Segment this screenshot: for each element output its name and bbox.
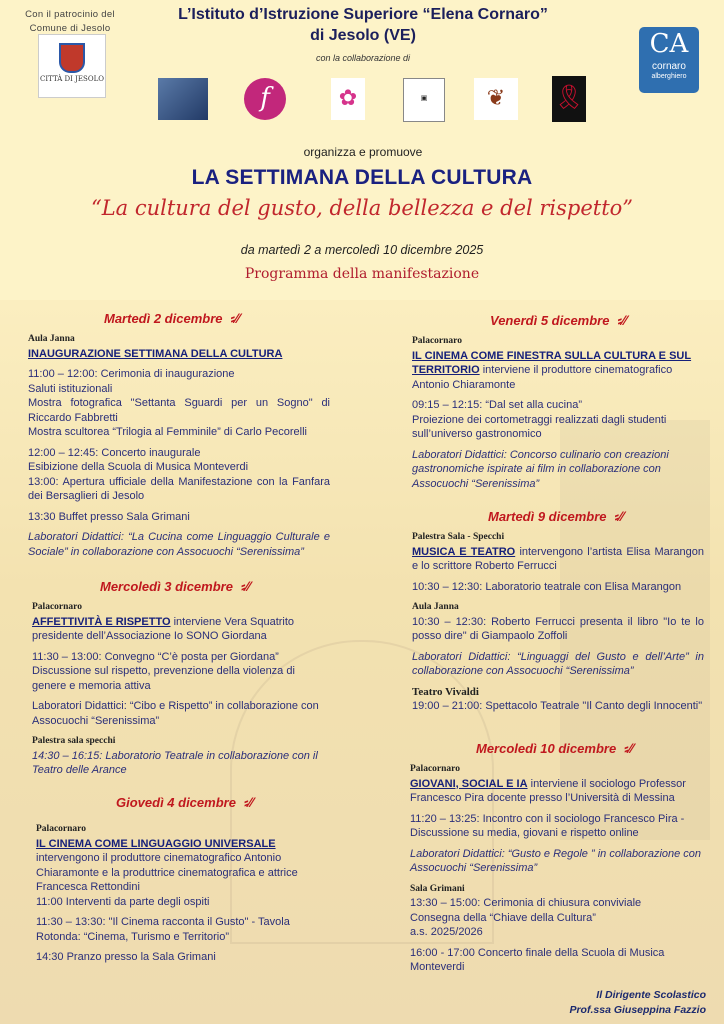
schedule-line: 10:30 – 12:30: Laboratorio teatrale con Elisa Marangon xyxy=(412,580,682,593)
location: Aula Janna xyxy=(412,602,459,612)
school-location: di Jesolo (VE) xyxy=(310,27,416,44)
signature-role: Il Dirigente Scolastico xyxy=(596,989,706,1001)
partner-logo-assocuochi-icon: ▣ xyxy=(403,78,445,122)
spark-icon: ⸗⁄⁄ xyxy=(243,794,254,810)
schedule-line: 16:00 - 17:00 Concerto finale della Scuola di Musica Monteverdi xyxy=(410,946,665,973)
location: Palacornaro xyxy=(36,824,86,834)
day-label: Mercoledì 3 dicembre xyxy=(100,579,233,594)
event-description: interviene Vera Squatrito presidente dell’Associazione Io SONO Giordana xyxy=(32,615,295,642)
location: Palacornaro xyxy=(412,336,462,346)
location: Sala Grimani xyxy=(410,883,465,894)
organizes-label: organizza e promuove xyxy=(303,145,423,159)
spark-icon: ⸗⁄⁄ xyxy=(617,312,627,328)
cornaro-logo-sub: alberghiero xyxy=(651,73,687,80)
day-heading-mar2 xyxy=(104,310,240,326)
day-label: Venerdì 5 dicembre xyxy=(490,313,610,328)
partner-logo-flower-icon: ✿ xyxy=(331,78,365,120)
schedule-line: 12:00 – 12:45: Concerto inaugurale xyxy=(28,446,201,459)
jesolo-logo-text: CITTÀ DI JESOLO xyxy=(40,75,104,83)
dates-line: da martedì 2 a mercoledì 10 dicembre 2025 xyxy=(240,243,484,257)
day-label: Mercoledì 10 dicembre xyxy=(476,741,617,756)
school-name: L’Istituto d’Istruzione Superiore “Elena Cornaro” xyxy=(178,6,548,23)
event-title: MUSICA E TEATRO xyxy=(412,545,516,558)
schedule-line: 13:30 – 15:00: Cerimonia di chiusura conviviale xyxy=(410,897,642,909)
lab-line: Laboratori Didattici: “Cibo e Rispetto” in collaborazione con Assocuochi “Serenissima” xyxy=(32,700,319,727)
jesolo-shield-icon xyxy=(59,43,85,73)
section-ven5 xyxy=(412,328,704,491)
location: Palacornaro xyxy=(410,764,460,774)
schedule-line: 09:15 – 12:15: “Dal set alla cucina” xyxy=(412,399,582,411)
schedule-line: Esibizione della Scuola di Musica Monteverdi xyxy=(28,461,249,473)
day-label: Martedì 9 dicembre xyxy=(488,509,607,524)
schedule-line: Consegna della “Chiave della Cultura” xyxy=(410,911,596,924)
schedule-line: Mostra fotografica "Settanta Sguardi per un Sogno" di Riccardo Fabbretti xyxy=(28,397,330,424)
event-title: INAUGURAZIONE SETTIMANA DELLA CULTURA xyxy=(28,347,283,360)
program-heading: Programma della manifestazione xyxy=(244,266,480,282)
event-title: AFFETTIVITÀ E RISPETTO xyxy=(32,615,171,628)
event-description: intervengono l’artista Elisa Marangon e lo scrittore Roberto Ferrucci xyxy=(412,545,704,572)
spark-icon: ⸗⁄⁄ xyxy=(230,310,240,326)
section-mer3 xyxy=(32,594,330,778)
day-heading-mer3 xyxy=(100,578,250,594)
cornaro-logo-name: cornaro xyxy=(652,61,686,72)
event-title: IL CINEMA COME LINGUAGGIO UNIVERSALE xyxy=(36,837,276,850)
schedule-line: 11:30 – 13:00: Convegno “C’è posta per Giordana” xyxy=(32,650,279,663)
schedule-line: a.s. 2025/2026 xyxy=(410,926,483,938)
collaboration-label: con la collaborazione di xyxy=(315,53,411,63)
partner-logo-1 xyxy=(158,78,208,120)
location: Palacornaro xyxy=(32,602,82,612)
schedule-line: 13:00: Apertura ufficiale della Manifestazione con la Fanfara dei Bersaglieri di Jesolo xyxy=(28,475,330,502)
event-title: GIOVANI, SOCIAL E IA xyxy=(410,777,528,790)
day-heading-mer10 xyxy=(476,740,634,756)
schedule-line: 11:30 – 13:30: "Il Cinema racconta il Gusto" - Tavola Rotonda: “Cinema, Turismo e Territorio” xyxy=(36,916,290,943)
day-heading-gio4 xyxy=(116,794,253,810)
schedule-line: Discussione sul rispetto, prevenzione della violenza di genere e memoria attiva xyxy=(32,665,295,692)
page-title: LA SETTIMANA DELLA CULTURA xyxy=(191,166,533,189)
lab-line: Laboratori Didattici: “La Cucina come Linguaggio Culturale e Sociale” in collaborazione con Assocuochi “Serenissima” xyxy=(28,531,330,558)
partner-logo-music-icon: 𝑓 xyxy=(244,78,286,120)
lab-line: Laboratori Didattici: “Gusto e Regole ” in collaborazione con Assocuochi “Serenissima” xyxy=(410,847,702,874)
jesolo-logo xyxy=(38,34,106,98)
day-label: Martedì 2 dicembre xyxy=(104,311,223,326)
schedule-line: 11:00 Interventi da parte degli ospiti xyxy=(36,895,210,908)
cornaro-logo xyxy=(639,27,699,93)
day-label: Giovedì 4 dicembre xyxy=(116,795,236,810)
section-gio4 xyxy=(36,816,326,965)
section-mer10 xyxy=(410,756,704,975)
schedule-line: 10:30 – 12:30: Roberto Ferrucci presenta il libro "Io te lo posso dire" di Giampaolo Zoffoli xyxy=(412,615,704,642)
location: Aula Janna xyxy=(28,334,75,344)
schedule-line: Mostra scultorea “Trilogia al Femminile” di Carlo Pecorelli xyxy=(28,426,307,438)
partner-logo-tree-icon: ❦ xyxy=(474,78,518,120)
event-description: interviene il produttore cinematografico Antonio Chiaramonte xyxy=(412,364,673,391)
spark-icon: ⸗⁄⁄ xyxy=(624,740,634,756)
schedule-line: Saluti istituzionali xyxy=(28,382,113,395)
schedule-line: 13:30 Buffet presso Sala Grimani xyxy=(28,510,190,523)
lab-line: Laboratori Didattici: Concorso culinario con creazioni gastronomiche ispirate ai film in collaborazione con Assocuochi “Serenissima” xyxy=(412,448,669,490)
day-heading-ven5 xyxy=(490,312,627,328)
cornaro-monogram: CA xyxy=(649,29,689,59)
schedule-line: 14:30 – 16:15: Laboratorio Teatrale in collaborazione con il Teatro delle Arance xyxy=(32,749,318,776)
event-description: interviene il sociologo Professor Francesco Pira docente presso l’Università di Messina xyxy=(410,777,686,804)
patronage-text: Con il patrocinio del Comune di Jesolo xyxy=(25,9,115,34)
schedule-line: intervengono il produttore cinematografico Antonio Chiaramonte e la produttrice cinematografica e attrice Francesca Rettondini xyxy=(36,852,298,893)
schedule-line: 11:20 – 13:25: Incontro con il sociologo Francesco Pira - Discussione su media, giovani e rispetto online xyxy=(410,812,685,839)
location: Palestra sala specchi xyxy=(32,736,116,746)
event-title: IL CINEMA COME FINESTRA SULLA CULTURA E SUL TERRITORIO xyxy=(412,349,692,376)
motto: “La cultura del gusto, della bellezza e del rispetto” xyxy=(90,196,634,220)
day-heading-mar9 xyxy=(488,508,624,524)
spark-icon: ⸗⁄⁄ xyxy=(614,508,624,524)
schedule-line: 11:00 – 12:00: Cerimonia di inaugurazione xyxy=(28,368,235,380)
schedule-line: 14:30 Pranzo presso la Sala Grimani xyxy=(36,951,216,963)
partner-logo-ribbon-icon: 🎗 xyxy=(552,76,586,122)
location: Teatro Vivaldi xyxy=(412,685,479,698)
schedule-line: Proiezione dei cortometraggi realizzati dagli studenti sull’universo gastronomico xyxy=(412,413,667,440)
location: Palestra Sala - Specchi xyxy=(412,532,505,542)
section-mar2 xyxy=(28,326,330,559)
spark-icon: ⸗⁄⁄ xyxy=(240,578,251,594)
schedule-line: 19:00 – 21:00: Spettacolo Teatrale "Il Canto degli Innocenti" xyxy=(412,700,703,712)
section-mar9 xyxy=(412,524,704,714)
signature xyxy=(506,988,706,1018)
signature-name: Prof.ssa Giuseppina Fazzio xyxy=(569,1004,706,1016)
lab-line: Laboratori Didattici: “Linguaggi del Gusto e dell’Arte” in collaborazione con Assocuochi “Serenissima” xyxy=(412,650,704,677)
